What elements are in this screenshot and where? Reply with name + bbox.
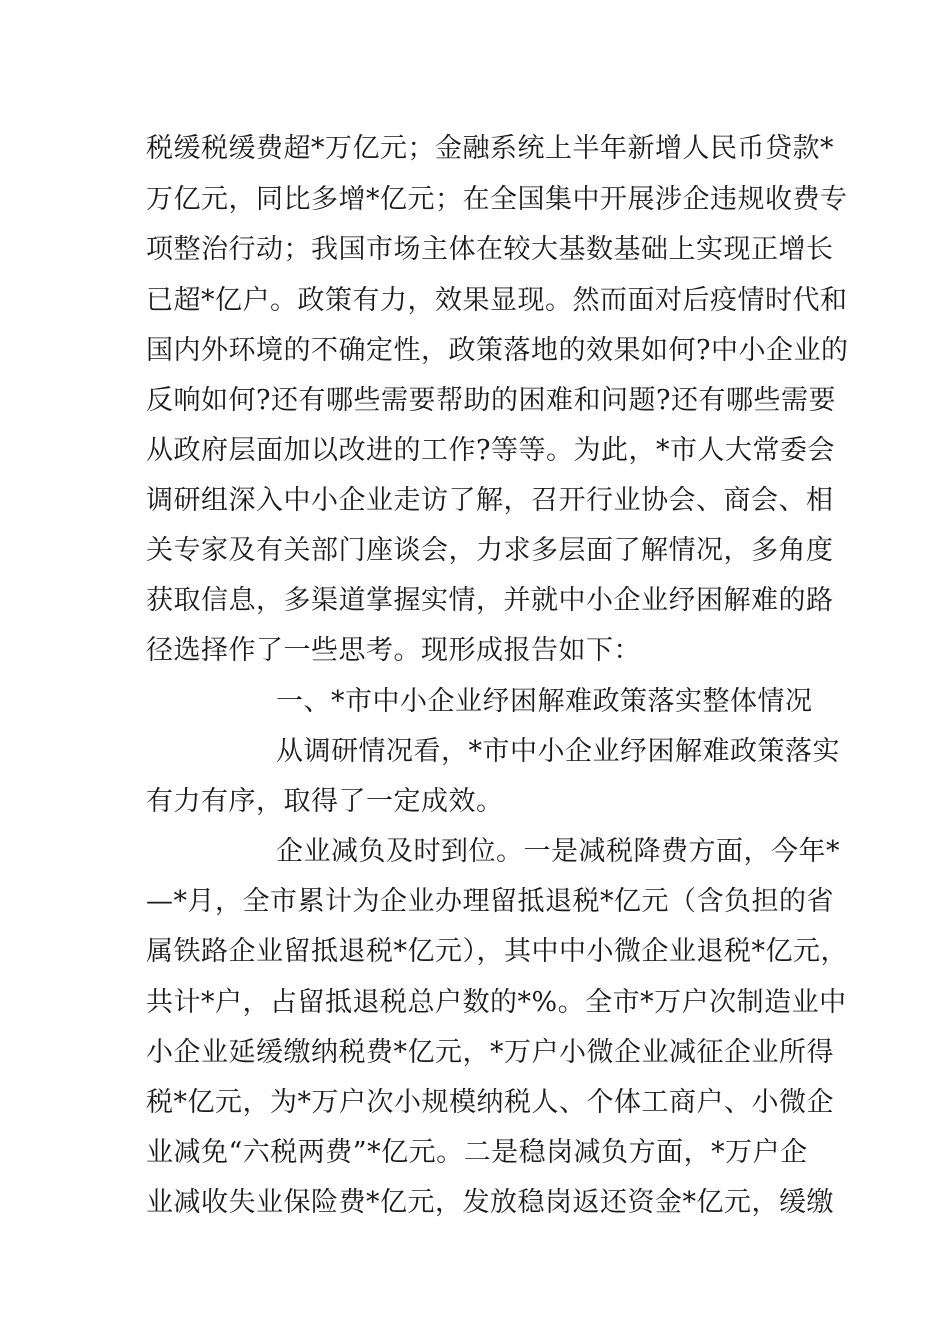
paragraph-line: 从调研情况看，*市中小企业纾困解难政策落实 <box>276 736 840 767</box>
paragraph-line: 小企业延缓缴纳税费*亿元，*万户小微企业减征企业所得 <box>146 1037 834 1068</box>
paragraph-line: 税缓税缓费超*万亿元；金融系统上半年新增人民币贷款* <box>146 133 834 164</box>
paragraph-line: —*月，全市累计为企业办理留抵退税*亿元（含负担的省 <box>146 886 834 917</box>
paragraph-line: 业减免“六税两费”*亿元。二是稳岗减负方面，*万户企 <box>146 1137 808 1168</box>
paragraph-line: 项整治行动；我国市场主体在较大基数基础上实现正增长 <box>146 234 834 265</box>
paragraph-line: 已超*亿户。政策有力，效果显现。然而面对后疫情时代和 <box>146 285 848 316</box>
paragraph-line: 国内外环境的不确定性，政策落地的效果如何?中小企业的 <box>146 335 849 366</box>
paragraph-line: 调研组深入中小企业走访了解，召开行业协会、商会、相 <box>146 485 834 516</box>
paragraph-line: 万亿元，同比多增*亿元；在全国集中开展涉企违规收费专 <box>146 184 848 215</box>
paragraph-line: 属铁路企业留抵退税*亿元），其中中小微企业退税*亿元， <box>146 936 848 967</box>
paragraph-line: 径选择作了一些思考。现形成报告如下： <box>146 635 641 666</box>
paragraph-line: 获取信息，多渠道掌握实情，并就中小企业纾困解难的路 <box>146 585 834 616</box>
paragraph-line: 企业减负及时到位。一是减税降费方面，今年* <box>276 836 840 867</box>
paragraph-line: 有力有序，取得了一定成效。 <box>146 786 504 817</box>
paragraph-line: 从政府层面加以改进的工作?等等。为此，*市人大常委会 <box>146 435 835 466</box>
paragraph-line: 业减收失业保险费*亿元，发放稳岗返还资金*亿元，缓缴 <box>146 1187 834 1218</box>
section-heading: 一、*市中小企业纾困解难政策落实整体情况 <box>276 686 813 717</box>
paragraph-line: 关专家及有关部门座谈会，力求多层面了解情况，多角度 <box>146 535 834 566</box>
paragraph-line: 税*亿元，为*万户次小规模纳税人、个体工商户、小微企 <box>146 1087 834 1118</box>
paragraph-line: 反响如何?还有哪些需要帮助的困难和问题?还有哪些需要 <box>146 385 836 416</box>
paragraph-line: 共计*户，占留抵退税总户数的*%。全市*万户次制造业中 <box>146 987 847 1018</box>
